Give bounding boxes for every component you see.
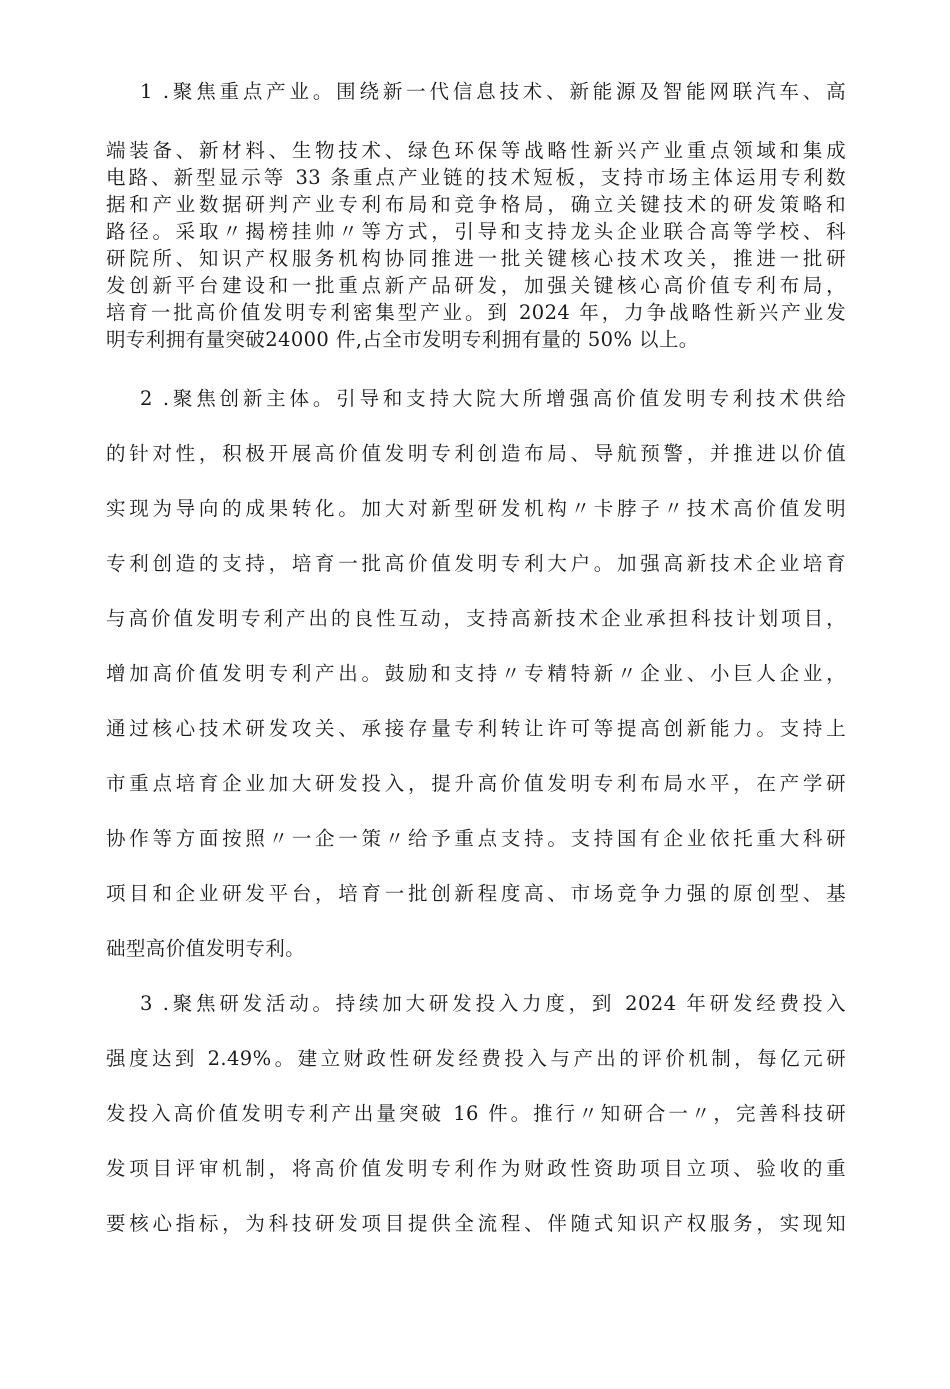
paragraph-2-line-8: 市重点培育企业加大研发投入，提升高价值发明专利布局水平，在产学研 bbox=[106, 772, 846, 795]
paragraph-1-line-2: 端装备、新材料、生物技术、绿色环保等战略性新兴产业重点领域和集成 bbox=[106, 139, 846, 162]
paragraph-1-line-7: 发创新平台建设和一批重点新产品研发，加强关键核心高价值专利布局， bbox=[106, 274, 846, 297]
paragraph-1-line-9: 明专利拥有量突破24000 件,占全市发明专利拥有量的 50% 以上。 bbox=[106, 328, 699, 351]
paragraph-1-line-1: 1 .聚焦重点产业。围绕新一代信息技术、新能源及智能网联汽车、高 bbox=[140, 80, 846, 103]
paragraph-1-line-4: 据和产业数据研判产业专利布局和竞争格局，确立关键技术的研发策略和 bbox=[106, 193, 846, 216]
paragraph-1-line-5: 路径。采取〃揭榜挂帅〃等方式，引导和支持龙头企业联合高等学校、科 bbox=[106, 220, 846, 243]
paragraph-2-line-7: 通过核心技术研发攻关、承接存量专利转让许可等提高创新能力。支持上 bbox=[106, 717, 846, 740]
paragraph-1-line-6: 研院所、知识产权服务机构协同推进一批关键核心技术攻关，推进一批研 bbox=[106, 247, 846, 270]
paragraph-2-line-11: 础型高价值发明专利。 bbox=[106, 937, 306, 960]
paragraph-3-line-3: 发投入高价值发明专利产出量突破 16 件。推行〃知研合一〃，完善科技研 bbox=[106, 1102, 846, 1125]
paragraph-2-line-10: 项目和企业研发平台，培育一批创新程度高、市场竞争力强的原创型、基 bbox=[106, 882, 846, 905]
paragraph-3-line-5: 要核心指标，为科技研发项目提供全流程、伴随式知识产权服务，实现知 bbox=[106, 1212, 846, 1235]
paragraph-2-line-4: 专利创造的支持，培育一批高价值发明专利大户。加强高新技术企业培育 bbox=[106, 552, 846, 575]
paragraph-2-line-9: 协作等方面按照〃一企一策〃给予重点支持。支持国有企业依托重大科研 bbox=[106, 827, 846, 850]
paragraph-2-line-3: 实现为导向的成果转化。加大对新型研发机构〃卡脖子〃技术高价值发明 bbox=[106, 497, 846, 520]
paragraph-3-line-2: 强度达到 2.49%。建立财政性研发经费投入与产出的评价机制，每亿元研 bbox=[106, 1047, 846, 1070]
paragraph-3-line-1: 3 .聚焦研发活动。持续加大研发投入力度，到 2024 年研发经费投入 bbox=[140, 992, 846, 1015]
paragraph-2-line-5: 与高价值发明专利产出的良性互动，支持高新技术企业承担科技计划项目， bbox=[106, 607, 846, 630]
paragraph-1-line-8: 培育一批高价值发明专利密集型产业。到 2024 年，力争战略性新兴产业发 bbox=[106, 301, 846, 324]
paragraph-2-line-2: 的针对性，积极开展高价值发明专利创造布局、导航预警，并推进以价值 bbox=[106, 442, 846, 465]
paragraph-2-line-1: 2 .聚焦创新主体。引导和支持大院大所增强高价值发明专利技术供给 bbox=[140, 387, 846, 410]
paragraph-3-line-4: 发项目评审机制，将高价值发明专利作为财政性资助项目立项、验收的重 bbox=[106, 1157, 846, 1180]
paragraph-1-line-3: 电路、新型显示等 33 条重点产业链的技术短板，支持市场主体运用专利数 bbox=[106, 166, 846, 189]
paragraph-2-line-6: 增加高价值发明专利产出。鼓励和支持〃专精特新〃企业、小巨人企业， bbox=[106, 662, 846, 685]
